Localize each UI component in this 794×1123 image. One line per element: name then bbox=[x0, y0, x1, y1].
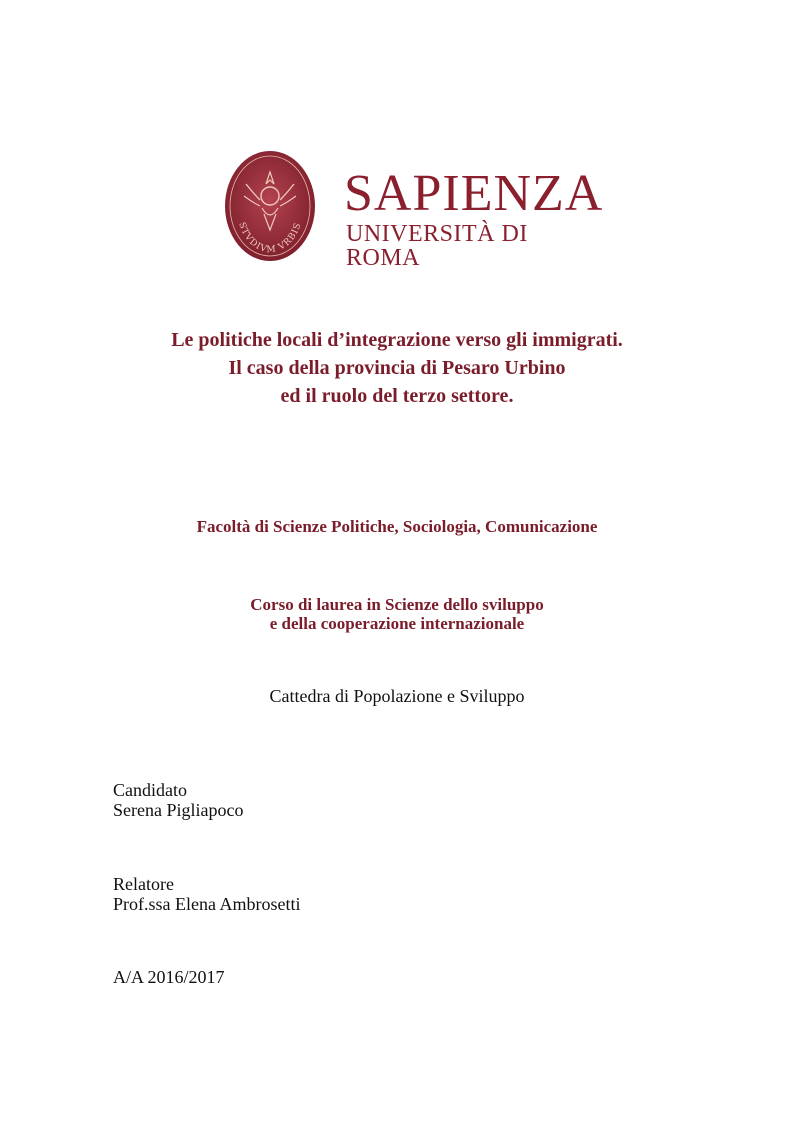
faculty-name: Facoltà di Scienze Politiche, Sociologia, Comunicazione bbox=[196, 517, 598, 536]
course-line: e della cooperazione internazionale bbox=[269, 614, 525, 633]
supervisor-name: Prof.ssa Elena Ambrosetti bbox=[113, 894, 301, 914]
thesis-title-line: ed il ruolo del terzo settore. bbox=[280, 385, 514, 407]
university-logo bbox=[224, 150, 604, 271]
thesis-title-line: Il caso della provincia di Pesaro Urbino bbox=[228, 357, 566, 379]
candidate-label: Candidato bbox=[113, 780, 187, 800]
candidate-block bbox=[113, 780, 243, 820]
thesis-title bbox=[0, 326, 794, 410]
seal-motto: STVDIVM VRBIS bbox=[236, 221, 304, 256]
chair-name: Cattedra di Popolazione e Sviluppo bbox=[269, 686, 525, 706]
academic-year: A/A 2016/2017 bbox=[113, 967, 225, 987]
supervisor-label: Relatore bbox=[113, 874, 174, 894]
supervisor-block bbox=[113, 874, 300, 914]
course-name bbox=[0, 595, 794, 633]
brand-subtitle: UNIVERSITÀ DI ROMA bbox=[346, 221, 528, 271]
thesis-title-line: Le politiche locali d’integrazione verso gli immigrati. bbox=[171, 329, 623, 351]
brand-name: SAPIENZA bbox=[344, 165, 604, 222]
course-line: Corso di laurea in Scienze dello sviluppo bbox=[250, 595, 544, 614]
university-seal-icon bbox=[224, 150, 316, 262]
candidate-name: Serena Pigliapoco bbox=[113, 800, 244, 820]
